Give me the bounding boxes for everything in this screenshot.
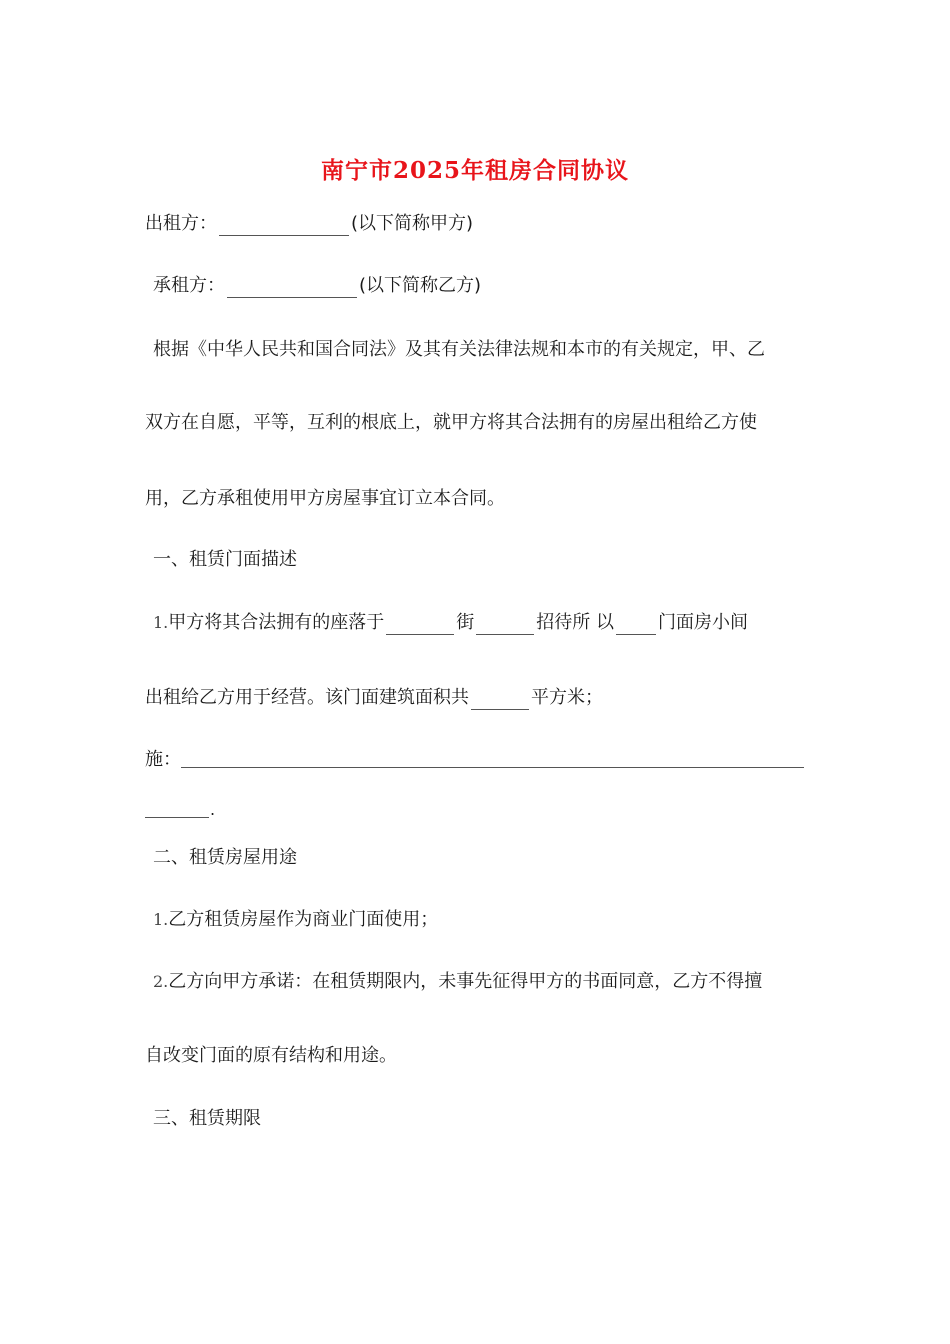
lessor-label: 出租方： xyxy=(145,213,217,234)
room-count-blank xyxy=(616,616,656,635)
section-1-heading: 一、租赁门面描述 xyxy=(153,549,297,570)
lessee-line xyxy=(153,274,481,298)
section-2-item-1 xyxy=(153,908,438,932)
preamble-line-1: 根据《中华人民共和国合同法》及其有关法律法规和本市的有关规定，甲、乙 xyxy=(153,339,765,360)
area-blank xyxy=(471,691,529,710)
item-text: 乙方向甲方承诺：在租赁期限内，未事先征得甲方的书面同意，乙方不得擅 xyxy=(168,971,763,992)
preamble-line-2: 双方在自愿，平等，互利的根底上，就甲方将其合法拥有的房屋出租给乙方使 xyxy=(145,412,757,433)
lessee-blank xyxy=(227,279,357,298)
lessee-label: 承租方： xyxy=(153,275,225,296)
hostel-blank xyxy=(476,616,534,635)
section-2-heading: 二、租赁房屋用途 xyxy=(153,847,297,868)
facility-label: 施： xyxy=(145,749,181,770)
document-title: 南宁市2025年租房合同协议 xyxy=(320,157,629,184)
item-number: 1. xyxy=(153,613,169,632)
item-text: 乙方租赁房屋作为商业门面使用； xyxy=(168,909,439,930)
street-blank xyxy=(386,616,454,635)
facility-blank-line-2 xyxy=(145,817,209,818)
item-number: 2. xyxy=(153,972,169,991)
section-2-item-2 xyxy=(153,970,762,994)
item-text: 门面房小间 xyxy=(658,612,748,633)
section-2-item-2-cont: 自改变门面的原有结构和用途。 xyxy=(145,1045,397,1066)
item-text: 街 xyxy=(456,612,475,633)
section-1-item-1-cont xyxy=(145,686,603,710)
lessee-suffix: (以下简称乙方) xyxy=(359,275,482,296)
section-3-heading: 三、租赁期限 xyxy=(153,1108,261,1129)
item-text: 甲方将其合法拥有的座落于 xyxy=(168,612,385,633)
item-text: 出租给乙方用于经营。该门面建筑面积共 xyxy=(145,687,469,708)
lessor-line xyxy=(145,212,473,236)
lessor-blank xyxy=(219,217,349,236)
item-text: 招待所 以 xyxy=(536,612,614,633)
facility-blank-line xyxy=(181,767,804,768)
lessor-suffix: (以下简称甲方) xyxy=(351,213,474,234)
section-1-item-1 xyxy=(153,611,748,635)
preamble-line-3: 用，乙方承租使用甲方房屋事宜订立本合同。 xyxy=(145,488,505,509)
item-number: 1. xyxy=(153,910,169,929)
facility-end: . xyxy=(210,800,216,819)
item-text: 平方米； xyxy=(531,687,603,708)
